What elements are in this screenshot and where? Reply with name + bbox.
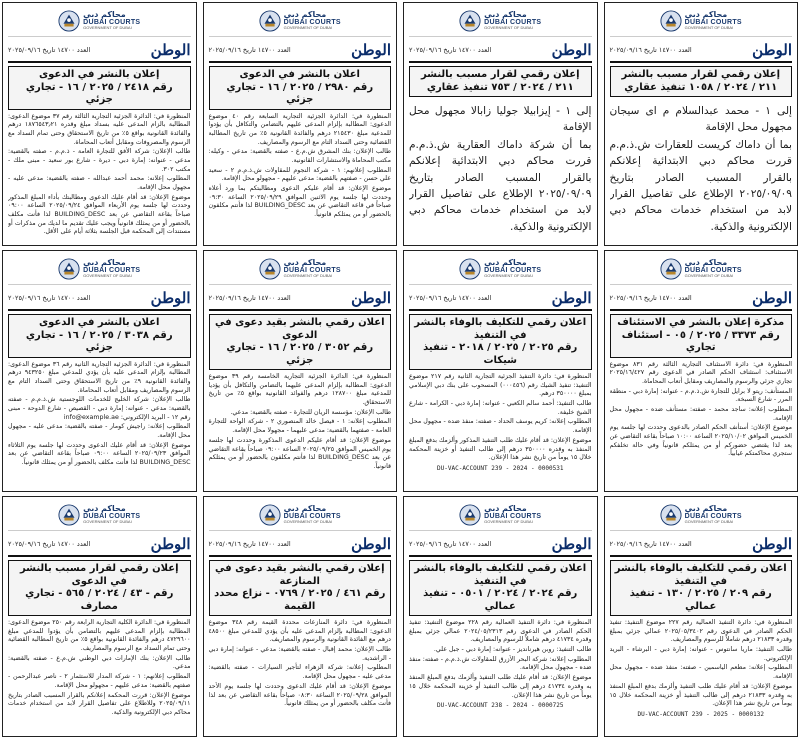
issue-info: العدد ١٤٧٠٠ تاريخ ٢٠٢٥/٠٩/١٦ [8, 46, 91, 54]
logo-sub-text: GOVERNMENT OF DUBAI [484, 273, 533, 278]
dubai-courts-logo [58, 258, 140, 280]
notice-header [8, 255, 191, 285]
court-notice-4 [604, 2, 799, 246]
newspaper-masthead [610, 39, 793, 63]
notice-title-box [8, 66, 191, 110]
notice-title: اعلان رقمي للتكليف بالوفاء بالنشر في التنفيذ [614, 563, 787, 587]
notice-header [209, 501, 392, 531]
notice-body [8, 619, 191, 733]
dubai-emblem-icon [58, 258, 80, 280]
notice-paragraph: المنظورة في: الدائرة الجزئية التجارية الخامسة رقم ٣٩ موضوع الدعوى: المطالبة بإلزام المدعى عليهما بالتضامن والتكافل بأن يؤديا للمدعية مبلغ ١٢٨٧٠٠ درهم والفوائد القانونية بواقع ٥٪ من تاريخ الاستحقاق. [208, 373, 391, 407]
dubai-courts-logo [660, 504, 742, 526]
logo-english-text: DUBAI COURTS [83, 19, 141, 26]
notice-title-box [409, 66, 592, 97]
issue-info: العدد ١٤٧٠٠ تاريخ ٢٠٢٥/٠٩/١٦ [609, 294, 692, 302]
issue-info: العدد ١٤٧٠٠ تاريخ ٢٠٢٥/٠٩/١٦ [208, 46, 291, 54]
notice-title: إعلان رقمي لقرار مسبب بالنشر [621, 69, 781, 80]
issue-info: العدد ١٤٧٠٠ تاريخ ٢٠٢٥/٠٩/١٦ [208, 294, 291, 302]
notice-header [209, 255, 392, 285]
court-notice-10 [203, 496, 398, 737]
notice-title-box [209, 66, 392, 110]
logo-sub-text: GOVERNMENT OF DUBAI [283, 273, 333, 278]
court-notice-7 [403, 250, 598, 492]
dubai-courts-logo [259, 504, 341, 526]
newspaper-name: الوطن [351, 535, 391, 553]
logo-sub-text: GOVERNMENT OF DUBAI [684, 25, 734, 30]
court-notice-5 [2, 250, 197, 492]
notice-paragraph: المطلوب إعلانه: مطعم الياسمين - صفته: منفذ ضده - مجهول محل الإقامة. [609, 664, 792, 681]
logo-arabic-text: محاكم دبي [484, 258, 527, 267]
newspaper-name: الوطن [551, 289, 592, 307]
case-number: رقم ٢٤١٨ / ٢٠٢٥ / ١٦ - تجاري جزئي [25, 81, 173, 105]
newspaper-masthead [409, 39, 592, 63]
notice-paragraph: طالب الإعلان: شركة الأفق للتجارة العامة - ذ.م.م - صفته بالقضية: مدعي - عنوانه: إمارة دبي - ديرة - شارع بور سعيد - مبنى ملك - مكتب ٣٠٢. [8, 148, 191, 173]
logo-sub-text: GOVERNMENT OF DUBAI [83, 273, 132, 278]
logo-arabic-text: محاكم دبي [484, 10, 527, 19]
notice-title-box [8, 560, 191, 616]
issue-info: العدد ١٤٧٠٠ تاريخ ٢٠٢٥/٠٩/١٦ [409, 46, 492, 54]
notice-paragraph: المنظورة في: دائرة المنازعات محددة القيمة رقم ٣٤٨ موضوع الدعوى: المطالبة بإلزام المدعى عليه بأن يؤدي للمدعي مبلغ ٤٨٥٠٠ درهم مع الفائدة القانونية والرسوم والمصاريف. [208, 619, 391, 644]
notice-paragraph: طالب الإعلان: شركة الخليج للخدمات اللوجستية ش.ذ.م.م - صفته بالقضية: مدعي - عنوانه: إمارة دبي - القصيص - شارع الدوحة - مبنى رقم ١٢ - البريد الإلكتروني: info@example.ae [8, 396, 191, 421]
notice-paragraph: المنظورة في: الدائرة الكلية التجارية الرابعة رقم ٢٥٠ موضوع الدعوى: المطالبة بإلزام المدعى عليهم بالتضامن بأن يؤدوا للمدعي مبلغ ٤٧٢٩٦٠٠ درهم والفائدة القانونية بواقع ٥٪ من تاريخ المطالبة القضائية وحتى تمام السداد مع الرسوم والمصاريف. [8, 619, 191, 653]
case-number: ٢١١ / ٢٠٢٤ / ٧٥٣ تنفيذ عقاري [426, 81, 574, 93]
notice-paragraph: المطلوب إعلانه: كريم يوسف الحداد - صفته: منفذ ضده - مجهول محل الإقامة. [409, 418, 592, 435]
issue-info: العدد ١٤٧٠٠ تاريخ ٢٠٢٥/٠٩/١٦ [609, 46, 692, 54]
notice-paragraph: المنظورة في: الدائرة الجزئية التجارية الثالثة رقم ٣٧ موضوع الدعوى: المطالبة بالزام المدعى عليه بسداد مبلغ وقدره ١٨٧٦٥٤٣٫٢١ درهم والفائدة القانونية بواقع ٥٪ من تاريخ الاستحقاق وحتى تمام السداد مع الرسوم والمصروفات ومقابل أتعاب المحاماة. [8, 112, 191, 146]
logo-arabic-text: محاكم دبي [283, 258, 327, 267]
case-number: رقم ٢٩٨٠ / ٢٠٢٥ / ١٦ - تجاري جزئي [226, 81, 374, 105]
issue-info: العدد ١٤٧٠٠ تاريخ ٢٠٢٥/٠٩/١٦ [409, 294, 492, 302]
notice-paragraph: المطلوب إعلانه: راجيش كومار - صفته بالقضية: مدعى عليه - مجهول محل الإقامة. [8, 423, 191, 439]
notice-paragraph: المطلوب إعلانه: ١ - فيصل خالد المنصوري ٢ - شركة الواحة للتجارة العامة - صفتهما بالقضية: مدعى عليهما - مجهولا محل الإقامة. [208, 418, 391, 435]
newspaper-name: الوطن [351, 289, 391, 307]
newspaper-masthead [610, 287, 793, 311]
court-notice-12 [604, 496, 799, 737]
dubai-courts-logo [58, 504, 140, 526]
newspaper-masthead [409, 533, 592, 557]
dubai-courts-logo [259, 10, 341, 32]
notice-paragraph: المطلوب إعلانهم: ١ - شركة النجوم للمقاولات ش.ذ.م.م ٢ - سعيد علي حسن - صفتهم بالقضية: مدعى عليهم - مجهولو محل الإقامة. [208, 166, 391, 183]
notice-paragraph: المطلوب إعلانه: ساجد محمد - صفته: مستأنف ضده - مجهول محل الإقامة. [609, 405, 792, 422]
notice-paragraph: إلى ١ - محمد عبدالسلام م اى سيجان مجهول محل الإقامة [609, 105, 792, 134]
notice-paragraph: إلى ١ - إيزابيلا جوليا زابالا مجهول محل الإقامة [409, 105, 592, 134]
notice-paragraph: موضوع الإعلان: قد أقام عليك طلب التنفيذ وألزمك بدفع المبلغ المنفذ به وقدره ٢١٨٣٣ درهم إلى طالب التنفيذ أو خزينة المحكمة خلال ١٥ يوماً من تاريخ نشر هذا الإعلان. [609, 682, 792, 708]
issue-info: العدد ١٤٧٠٠ تاريخ ٢٠٢٥/٠٩/١٦ [208, 540, 291, 548]
notice-paragraph: المطلوب إعلانه: شركة البحر الأزرق للمقاولات ش.ذ.م.م - صفته: منفذ ضده - مجهول محل الإقامة. [409, 655, 592, 672]
notice-paragraph: طالب الإعلان: بنك المشرق ش.م.ع - صفته بالقضية: مدعي - وكيله: مكتب المحاماة والاستشارات القانونية. [208, 148, 391, 164]
notice-paragraph: بما أن شركة داماك العقارية ش.ذ.م.م قررت محاكم دبي الابتدائية إعلانكم بالقرار المسبب الصادر بتاريخ ٢٠٢٥/٠٩/٠٩ الإطلاع على تفاصيل القرار لابد من استخدام خدمات محاكم دبي الإلكترونية والذكية. [409, 138, 592, 233]
logo-sub-text: GOVERNMENT OF DUBAI [484, 519, 533, 524]
newspaper-masthead [610, 533, 793, 557]
dubai-emblem-icon [459, 10, 481, 32]
court-notice-3 [403, 2, 598, 246]
notice-title: مذكرة إعلان بالنشر في الاستئناف [617, 317, 785, 328]
notice-header [409, 501, 592, 531]
logo-english-text: DUBAI COURTS [484, 267, 542, 274]
notice-header [8, 7, 191, 37]
notice-paragraph: المنظورة في: دائرة التنفيذ العمالية رقم ٢٢٨ موضوع التنفيذ: تنفيذ الحكم الصادر في الدعوى رقم ٢٠٢٤/٠٥/٢٣١٣ عمالي جزئي بمبلغ وقدره ٤١٧٣٤ درهم شاملاً للرسوم والمصاريف. [409, 619, 592, 644]
newspaper-name: الوطن [752, 289, 792, 307]
newspaper-name: الوطن [150, 289, 191, 307]
newspaper-masthead [209, 533, 392, 557]
dubai-emblem-icon [459, 504, 481, 526]
notice-paragraph: موضوع الإعلان: قد أقام عليك الدعوى وحددت لها جلسة يوم الثلاثاء الموافق ٢٠٢٥/٠٩/٢٣ الساعة ٠٩:٠٠ صباحاً بقاعة التقاضي عن بعد BUILDING_DESC لذا فأنت مكلف بالحضور أو من يمثلك قانونياً. [8, 441, 191, 467]
notice-title-box [209, 560, 392, 616]
notice-body [610, 361, 793, 489]
notice-paragraph: طالب الإعلان: مؤسسة الريان للتجارة - صفته بالقضية: مدعي. [230, 408, 391, 416]
issue-info: العدد ١٤٧٠٠ تاريخ ٢٠٢٥/٠٩/١٦ [409, 540, 492, 548]
notice-title: إعلان رقمي بالنشر بقيد دعوى في المنازعة [214, 563, 385, 587]
notice-paragraph: موضوع الإعلان: قد أقام عليك الدعوى ومطالبتك بأداء المبلغ المذكور وحددت لها جلسة يوم الأربعاء الموافق ٢٠٢٥/٠٩/٢٤ الساعة ٠٩:٠٠ صباحاً بقاعة التقاضي عن بعد BUILDING_DESC لذا فأنت مكلف بالحضور أو من يمثلك قانونياً ويجب عليك تقديم ما لديك من مذكرات أو مستندات إلى المحكمة قبل الجلسة بثلاثة أيام على الأقل. [8, 193, 191, 236]
notice-title: إعلان رقمي لقرار مسبب بالنشر في الدعوى [19, 563, 179, 587]
notice-paragraph: طالب التنفيذ: أحمد سالم الكعبي - عنوانه: إمارة دبي - الكرامة - شارع الشيخ خليفة. [409, 400, 592, 416]
notice-body [610, 619, 793, 733]
account-reference: DU-VAC-ACCOUNT 238 - 2024 - 0000725 [437, 702, 564, 710]
logo-english-text: DUBAI COURTS [83, 513, 141, 520]
notice-title-box [610, 314, 793, 358]
logo-arabic-text: محاكم دبي [684, 10, 728, 19]
logo-arabic-text: محاكم دبي [684, 258, 728, 267]
notice-title: اعلان رقمي بالنشر بقيد دعوى في الدعوى [214, 317, 385, 341]
case-number: رقم ٢٠٢٥ / ٢٠٢٥ / ٢٠١٨ - تنفيذ شيكات [423, 342, 578, 366]
dubai-courts-logo [459, 10, 541, 32]
dubai-courts-logo [660, 10, 742, 32]
notice-body [409, 103, 592, 242]
dubai-emblem-icon [259, 504, 281, 526]
account-reference: DU-VAC-ACCOUNT 239 - 2024 - 0000531 [437, 464, 564, 472]
logo-sub-text: GOVERNMENT OF DUBAI [484, 25, 533, 30]
notice-paragraph: موضوع الإعلان: قد أقام عليك طلب التنفيذ وألزمك بدفع المبلغ المنفذ به وقدره ٤١٧٣٤ درهم إلى طالب التنفيذ أو خزينة المحكمة خلال ١٥ يوماً من تاريخ نشر هذا الإعلان. [409, 674, 592, 699]
notice-paragraph: موضوع الإعلان: قد أقام عليكم الدعوى ومطالبتكم بما ورد أعلاه وحددت لها جلسة يوم الاثنين الموافق ٢٠٢٥/٠٩/٢٩ الساعة ٠٩:٣٠ صباحاً في قاعة التقاضي عن بعد BUILDING_DESC لذا فأنتم مكلفون بالحضور أو من يمثلكم قانونياً. [208, 185, 391, 219]
notice-paragraph: موضوع الإعلان: قد أقام عليكم الدعوى المذكورة وحددت لها جلسة يوم الخميس الموافق ٢٠٢٥/٠٩/٢٥ الساعة ٠٩:٠٠ صباحاً بقاعة التقاضي عن بعد BUILDING_DESC لذا فأنتم مكلفون بالحضور أو من يمثلكم قانونياً. [208, 436, 391, 470]
notice-paragraph: طالب الإعلان: محمد إقبال - صفته بالقضية: مدعي - عنوانه: إمارة دبي - الراشدية. [208, 646, 391, 662]
notice-body [209, 113, 392, 243]
logo-english-text: DUBAI COURTS [684, 513, 742, 520]
notice-paragraph: المطلوب إعلانهم: ١ - شركة المدار للاستثمار ٢ - ناصر عبدالرحمن - صفتهم بالقضية: مدعى عليهم - مجهولو محل الإقامة. [8, 673, 191, 689]
issue-info: العدد ١٤٧٠٠ تاريخ ٢٠٢٥/٠٩/١٦ [8, 294, 91, 302]
newspaper-masthead [8, 287, 191, 311]
dubai-emblem-icon [58, 10, 80, 32]
logo-arabic-text: محاكم دبي [684, 504, 728, 513]
notice-title-box [8, 314, 191, 358]
notice-header [610, 255, 793, 285]
logo-arabic-text: محاكم دبي [283, 504, 327, 513]
case-number: رقم ٣٠٥٢ / ٢٠٢٥ / ١٦ - تجاري جزئي [226, 342, 374, 366]
notice-paragraph: موضوع الإعلان: قد أقام عليك الدعوى وحددت لها جلسة يوم الأحد الموافق ٢٠٢٥/٠٩/٢٨ الساعة ٠٨:٣٠ صباحاً بقاعة التقاضي عن بعد لذا فأنت مكلف بالحضور أو من يمثلك قانونياً. [208, 682, 391, 708]
logo-arabic-text: محاكم دبي [283, 10, 327, 19]
notice-header [8, 501, 191, 531]
notice-body [610, 103, 793, 242]
case-number: رقم ٣٠٣٨ / ٢٠٢٥ / ١٦ - تجاري جزئي [25, 329, 173, 353]
case-number: رقم ٣٣٧٣ / ٢٠٢٥ / ٠٥ - استئناف تجاري [621, 329, 780, 353]
dubai-courts-logo [459, 504, 541, 526]
case-number: رقم - ٤٣ / ٢٠٢٤ / ٥٦٥ - تجاري مصارف [25, 588, 174, 612]
logo-sub-text: GOVERNMENT OF DUBAI [283, 25, 333, 30]
newspaper-masthead [209, 287, 392, 311]
dubai-courts-logo [58, 10, 140, 32]
notice-paragraph: المنظورة في: دائرة التنفيذ الجزئية التجارية الثانية رقم ٢١٧ موضوع التنفيذ: تنفيذ الشيك رقم (٠٠٠٤٥٦) المسحوب على بنك دبي الإسلامي بمبلغ ٣٥٠٠٠٠ درهم. [409, 373, 592, 398]
notice-title-box [409, 314, 592, 370]
dubai-emblem-icon [660, 258, 682, 280]
notice-body [409, 373, 592, 488]
dubai-emblem-icon [259, 10, 281, 32]
case-number: رقم ٤٦١ / ٢٠٢٥ / ٠٧٦٩ - نزاع محدد القيمة [214, 588, 386, 612]
newspaper-masthead [409, 287, 592, 311]
notice-title-box [409, 560, 592, 616]
logo-english-text: DUBAI COURTS [484, 19, 542, 26]
logo-sub-text: GOVERNMENT OF DUBAI [684, 519, 734, 524]
dubai-emblem-icon [660, 504, 682, 526]
dubai-emblem-icon [259, 258, 281, 280]
court-notice-9 [2, 496, 197, 737]
logo-english-text: DUBAI COURTS [684, 267, 742, 274]
notice-paragraph: طالب الإعلان: بنك الإمارات دبي الوطني ش.م.ع - صفته بالقضية: مدعي. [8, 654, 191, 671]
dubai-courts-logo [259, 258, 341, 280]
notice-title: إعلان بالنشر في الدعوى [39, 69, 160, 80]
notice-body [209, 373, 392, 488]
notice-body [409, 619, 592, 733]
newspaper-name: الوطن [551, 535, 592, 553]
notice-paragraph: المطلوب إعلانه: محمد أحمد عبدالله - صفته بالقضية: مدعى عليه - مجهول محل الإقامة. [8, 175, 191, 191]
logo-english-text: DUBAI COURTS [684, 19, 742, 26]
notice-body [8, 113, 191, 243]
notice-paragraph: بما أن داماك كريست للعقارات ش.ذ.م.م قررت محاكم دبي الابتدائية إعلانكم بالقرار المسبب الصادر بتاريخ ٢٠٢٥/٠٩/٠٩ الإطلاع على تفاصيل القرار لابد من استخدام خدمات محاكم دبي الإلكترونية والذكية. [609, 138, 792, 233]
notice-title: اعلان رقمي للتكليف بالوفاء بالنشر في التنفيذ [414, 563, 587, 587]
issue-info: العدد ١٤٧٠٠ تاريخ ٢٠٢٥/٠٩/١٦ [8, 540, 91, 548]
notice-paragraph: موضوع الإعلان: قررت المحكمة إعلانكم بالقرار المسبب الصادر بتاريخ ٢٠٢٥/٠٩/١١ وللاطلاع على تفاصيل القرار لابد من استخدام خدمات محاكم دبي الإلكترونية والذكية. [8, 691, 191, 716]
dubai-emblem-icon [459, 258, 481, 280]
notice-title: اعلان رقمي للتكليف بالوفاء بالنشر في التنفيذ [414, 317, 587, 341]
notice-title-box [610, 560, 793, 616]
notice-paragraph: المستأنف: ريتو لا برايل للتجارة ش.ذ.م.م - عنوانه: إمارة دبي - منطقة المرر - شارع السبخة. [609, 387, 792, 404]
logo-sub-text: GOVERNMENT OF DUBAI [684, 273, 734, 278]
case-number: ٢١١ / ٢٠٢٤ / ١٠٥٨ تنفيذ عقاري [624, 81, 778, 93]
dubai-courts-logo [459, 258, 541, 280]
newspaper-name: الوطن [150, 41, 191, 59]
case-number: رقم ٢٠٢٤ / ٢٠٢٤ / ٠٥٠١ - تنفيذ عمالي [423, 588, 578, 612]
notice-header [610, 7, 793, 37]
newspaper-masthead [209, 39, 392, 63]
court-notice-1 [2, 2, 197, 246]
notice-title-box [610, 66, 793, 97]
issue-info: العدد ١٤٧٠٠ تاريخ ٢٠٢٥/٠٩/١٦ [609, 540, 692, 548]
court-notice-11 [403, 496, 598, 737]
notice-title: إعلان رقمي لقرار مسبب بالنشر [420, 69, 580, 80]
court-notice-6 [203, 250, 398, 492]
logo-arabic-text: محاكم دبي [83, 504, 126, 513]
account-reference: DU-VAC-ACCOUNT 239 - 2025 - 0000132 [637, 710, 764, 718]
notice-header [209, 7, 392, 37]
logo-arabic-text: محاكم دبي [83, 10, 126, 19]
notice-paragraph: موضوع الإعلان: قد أقام عليك طلب التنفيذ المذكور وألزمك بدفع المبلغ المنفذ به وقدره ٣٥٠٠٠٠ درهم إلى طالب التنفيذ أو خزينة المحكمة خلال ١٥ يوماً من تاريخ نشر هذا الإعلان. [409, 436, 592, 462]
logo-english-text: DUBAI COURTS [484, 513, 542, 520]
logo-english-text: DUBAI COURTS [283, 19, 341, 26]
logo-sub-text: GOVERNMENT OF DUBAI [83, 519, 132, 524]
dubai-courts-logo [660, 258, 742, 280]
notice-body [8, 361, 191, 489]
logo-english-text: DUBAI COURTS [283, 513, 341, 520]
court-notice-2 [203, 2, 398, 246]
notice-title: اعلان بالنشر في الدعوى [39, 317, 160, 328]
court-notice-8 [604, 250, 799, 492]
logo-arabic-text: محاكم دبي [484, 504, 527, 513]
notice-paragraph: طالب التنفيذ: ماريا سانتوس - عنوانه: إمارة دبي - البرشاء - البريد الإلكتروني. [609, 646, 792, 662]
newspaper-masthead [8, 533, 191, 557]
case-number: رقم ٢٠٩ / ٢٠٢٥ / ١٣٠ - تنفيذ عمالي [629, 588, 772, 612]
newspaper-name: الوطن [752, 535, 792, 553]
newspaper-name: الوطن [150, 535, 191, 553]
notice-paragraph: المنظورة في: دائرة الاستئناف التجارية الثالثة رقم ٨٣١ موضوع الاستئناف: استئناف الحكم الصادر في الدعوى رقم ٢٠٢٥/١٦/٤٢٧ تجاري جزئي والرسوم والمصاريف ومقابل أتعاب المحاماة. [609, 360, 792, 385]
notice-title: اعلان بالنشر في الدعوى [239, 69, 360, 80]
newspaper-name: الوطن [351, 41, 391, 59]
notice-header [409, 7, 592, 37]
notice-paragraph: طالب التنفيذ: روبن هيرنانديز - عنوانه: إمارة دبي - جبل علي. [433, 646, 592, 654]
newspaper-masthead [8, 39, 191, 63]
notice-header [610, 501, 793, 531]
logo-sub-text: GOVERNMENT OF DUBAI [83, 25, 132, 30]
notice-paragraph: المطلوب إعلانه: شركة الزهراء لتأجير السيارات - صفته بالقضية: مدعى عليه - مجهول محل الإقامة. [208, 664, 391, 681]
newspaper-name: الوطن [551, 41, 592, 59]
notice-paragraph: المنظورة في: الدائرة الجزئية التجارية السابعة رقم ٤٠ موضوع الدعوى: المطالبة بإلزام المدعى عليهم بالتضامن والتكافل بأن يؤدوا للمدعية مبلغ ٢١٥٤٣٠ درهم والفائدة القانونية ٥٪ من تاريخ المطالبة القضائية وحتى السداد التام مع الرسوم والمصاريف. [208, 112, 391, 146]
newspaper-name: الوطن [752, 41, 792, 59]
notice-paragraph: المنظورة في: الدائرة الجزئية التجارية الثانية رقم ٣٦ موضوع الدعوى: المطالبة بإلزام المدعى عليه بأن يؤدي للمدعي مبلغ ٩٤٣٢٥٠ درهم والفائدة القانونية ٩٪ من تاريخ الاستحقاق وحتى السداد التام مع الرسوم والمصاريف ومقابل أتعاب المحاماة. [8, 360, 191, 394]
notice-paragraph: المنظورة في: دائرة التنفيذ العمالية رقم ٢٢٧ موضوع التنفيذ: تنفيذ الحكم الصادر في الدعوى رقم ٢٠٢٥/٠٥/٣٤٠٢ عمالي جزئي بمبلغ وقدره ٢١٨٣٣ درهم شاملاً للرسوم والمصاريف. [609, 619, 792, 644]
notice-header [409, 255, 592, 285]
logo-english-text: DUBAI COURTS [83, 267, 141, 274]
logo-arabic-text: محاكم دبي [83, 258, 126, 267]
notice-paragraph: موضوع الإعلان: أستأنف الحكم الصادر بالدعوى وحددت لها جلسة يوم الخميس الموافق ٢٠٢٥/١٠/٠٢ الساعة ١٠:٠٠ صباحاً بقاعة التقاضي عن بعد لذا يقتضي حضوركم أو من يمثلكم قانونياً وفي حالة تخلفكم ستجري محاكمتكم غيابياً. [609, 424, 792, 458]
dubai-emblem-icon [660, 10, 682, 32]
dubai-emblem-icon [58, 504, 80, 526]
logo-sub-text: GOVERNMENT OF DUBAI [283, 519, 333, 524]
notice-body [209, 619, 392, 733]
notice-title-box [209, 314, 392, 370]
logo-english-text: DUBAI COURTS [283, 267, 341, 274]
